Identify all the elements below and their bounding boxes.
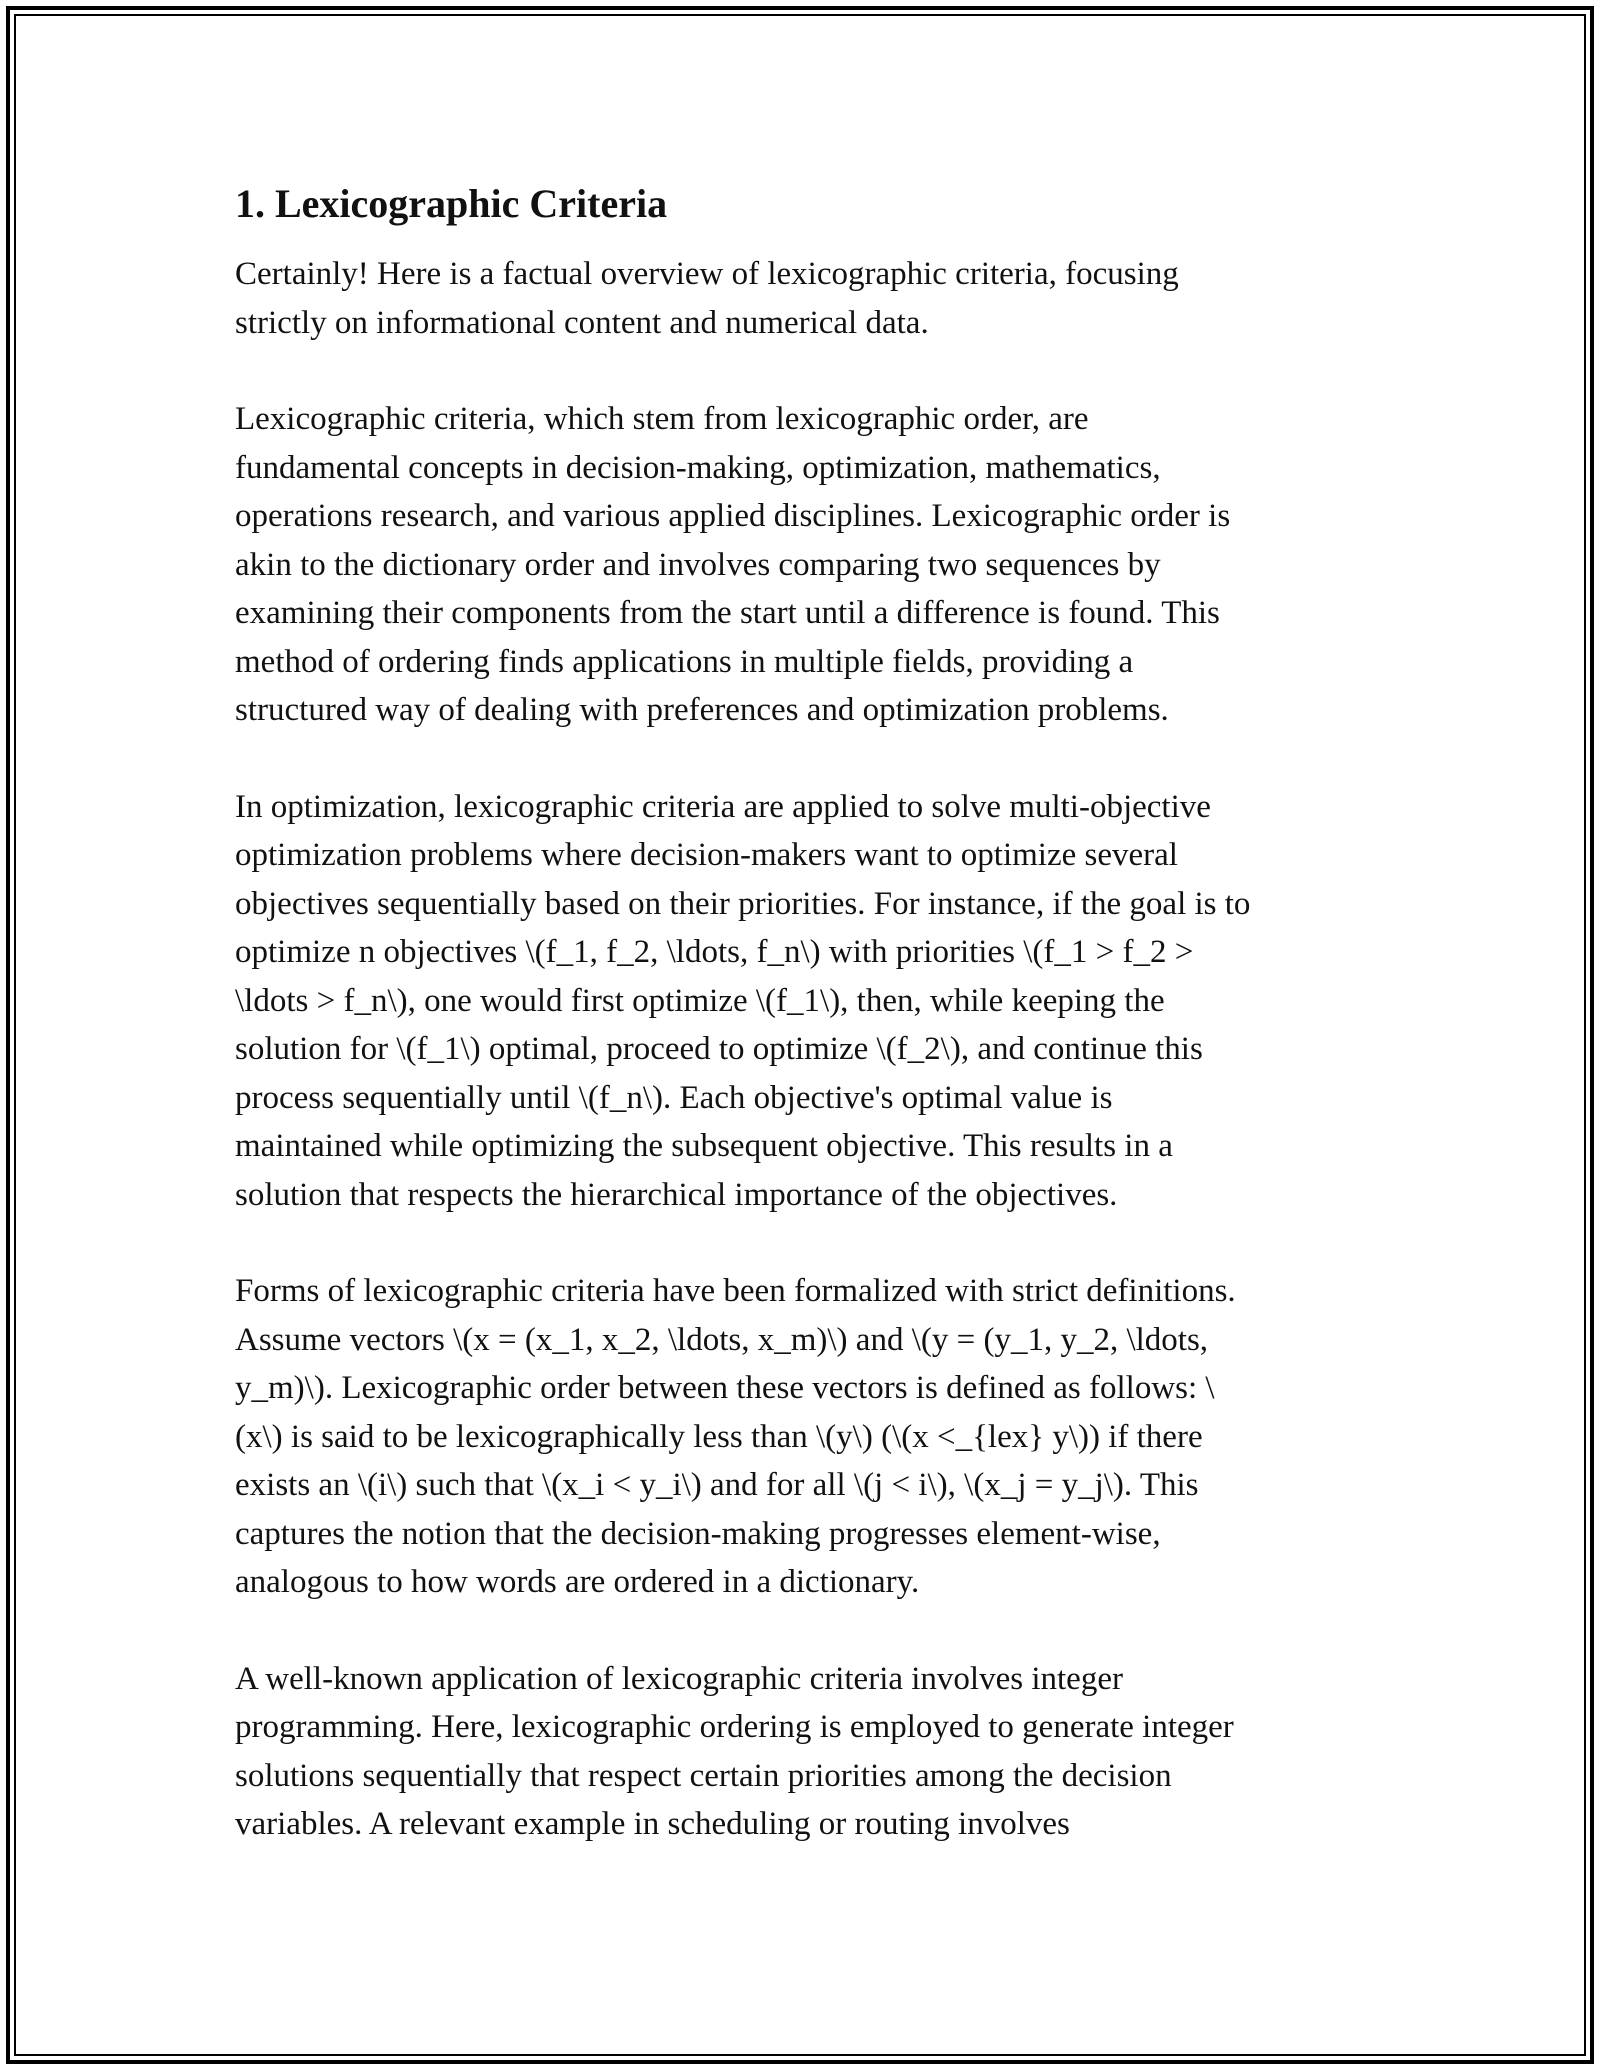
- paragraph-definition: Lexicographic criteria, which stem from lexicographic order, are fundamental concepts in decision-making, optimization, mathematics, operations research, and various applied disciplines. Lexicographic order is akin to the dictionary order and involves comparing two sequences by examining their components from the start until a difference is found. This method of ordering finds applications in multiple fields, providing a structured way of dealing with preferences and optimization problems.: [235, 401, 1231, 728]
- document-body: [235, 180, 1375, 1897]
- paragraph-formal-definition: Forms of lexicographic criteria have been formalized with strict definitions. Assume vectors \(x = (x_1, x_2, \ldots, x_m)\) and \(y = (y_1, y_2, \ldots, y_m)\). Lexicographic order between these vectors is defined as follows: \ (x\) is said to be lexicographically less than \(y\) (\(x <_{lex} y\)) if there exists an \(i\) such that \(x_i < y_i\) and for all \(j < i\), \(x_j = y_j\). This captures the notion that the decision-making progresses element-wise, analogous to how words are ordered in a dictionary.: [235, 1273, 1236, 1600]
- paragraph-optimization: In optimization, lexicographic criteria are applied to solve multi-objective optimization problems where decision-makers want to optimize several objectives sequentially based on their priorities. For instance, if the goal is to optimize n objectives \(f_1, f_2, \ldots, f_n\) with priorities \(f_1 > f_2 > \ldots > f_n\), one would first optimize \(f_1\), then, while keeping the solution for \(f_1\) optimal, proceed to optimize \(f_2\), and continue this process sequentially until \(f_n\). Each objective's optimal value is maintained while optimizing the subsequent objective. This results in a solution that respects the hierarchical importance of the objectives.: [235, 788, 1251, 1213]
- paragraph-intro: Certainly! Here is a factual overview of lexicographic criteria, focusing strictly on informational content and numerical data.: [235, 256, 1179, 341]
- paragraph-integer-programming: A well-known application of lexicographic criteria involves integer programming. Here, lexicographic ordering is employed to generate integer solutions sequentially that respect certain priorities among the decision variables. A relevant example in scheduling or routing involves: [235, 1660, 1234, 1842]
- section-title: 1. Lexicographic Criteria: [235, 181, 668, 226]
